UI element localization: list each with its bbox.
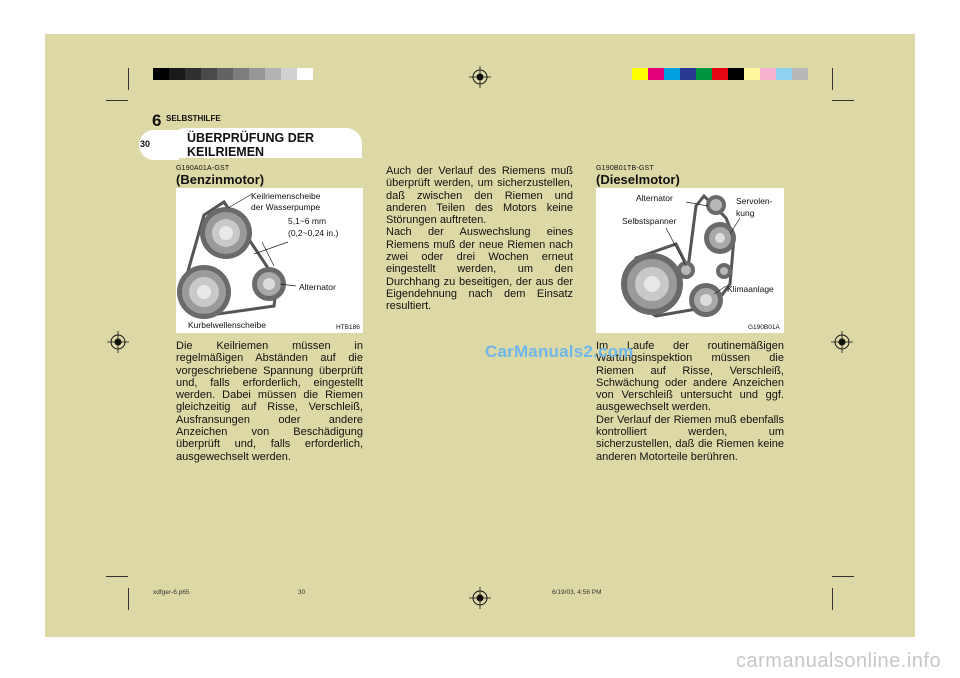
right-heading: (Dieselmotor) bbox=[596, 172, 680, 187]
crop-mark bbox=[832, 68, 833, 90]
middle-paragraph-2: Nach der Auswechslung eines Riemens muß der neue Riemen nach zwei oder drei Wochen erneut eingestellt werden, um den Durchhang zu beseitigen, der aus der Eigendehnung nach dem Einsatz resultiert. bbox=[386, 226, 573, 313]
grayscale-bar bbox=[153, 68, 313, 80]
page-background bbox=[45, 34, 915, 637]
crop-mark bbox=[106, 100, 128, 101]
color-swatch bbox=[169, 68, 185, 80]
crankshaft-pulley bbox=[177, 265, 231, 319]
color-swatch bbox=[233, 68, 249, 80]
crop-mark bbox=[832, 588, 833, 610]
color-swatch bbox=[744, 68, 760, 80]
page-number: 30 bbox=[140, 139, 151, 149]
ac-pulley bbox=[689, 283, 723, 317]
color-swatch bbox=[776, 68, 792, 80]
left-figure-code: HTB186 bbox=[336, 324, 360, 331]
registration-mark-icon bbox=[469, 66, 491, 88]
pump-label-line2: der Wasserpumpe bbox=[251, 202, 321, 212]
tensioner-label: Selbstspanner bbox=[622, 216, 677, 226]
registration-mark-icon bbox=[107, 331, 129, 353]
registration-mark-icon bbox=[469, 587, 491, 609]
section-title: ÜBERPRÜFUNG DER KEILRIEMEN bbox=[187, 131, 315, 159]
footer-file: xdfger-6.p65 bbox=[153, 589, 190, 596]
color-swatch bbox=[297, 68, 313, 80]
deflection-label-line1: 5,1~6 mm bbox=[288, 216, 327, 226]
color-swatch bbox=[696, 68, 712, 80]
crop-mark bbox=[832, 576, 854, 577]
footer-date: 6/19/03, 4:56 PM bbox=[552, 589, 602, 596]
registration-mark-icon bbox=[831, 331, 853, 353]
left-heading: (Benzinmotor) bbox=[176, 172, 265, 187]
left-section-code: G190A01A-GST bbox=[176, 165, 230, 172]
right-paragraph-1: Im Laufe der routinemäßigen Wartungsinspektion müssen die Riemen auf Risse, Verschleiß, Schwächung oder andere Anzeichen von Verschleiß untersucht und ggf. ausgewechselt werden. bbox=[596, 340, 784, 414]
right-figure-code: G190B01A bbox=[748, 324, 780, 331]
watermark: CarManuals2.com bbox=[485, 342, 634, 361]
left-body-text: Die Keilriemen müssen in regelmäßigen Abständen auf die vorgeschriebene Spannung überprüft und, falls erforderlich, eingestellt werden. Dabei müssen die Riemen gleichzeitig auf Risse, Verschleiß, Ausfransungen oder andere Anzeichen von Beschädigung überprüft und, falls erforderlich, ausgewechselt werden. bbox=[176, 340, 363, 463]
alternator-label: Alternator bbox=[299, 282, 336, 292]
idler-pulley bbox=[716, 263, 732, 279]
footer-page: 30 bbox=[298, 589, 306, 596]
color-swatch bbox=[153, 68, 169, 80]
crop-mark bbox=[128, 68, 129, 90]
color-swatch bbox=[265, 68, 281, 80]
color-swatch bbox=[632, 68, 648, 80]
color-swatch bbox=[680, 68, 696, 80]
crankshaft-label: Kurbelwellenscheibe bbox=[188, 320, 266, 330]
color-swatch bbox=[648, 68, 664, 80]
power-steering-label-line2: kung bbox=[736, 208, 755, 218]
power-steering-pulley bbox=[704, 222, 736, 254]
water-pump-pulley bbox=[200, 207, 252, 259]
pump-label-line1: Keilriemenscheibe bbox=[251, 191, 321, 201]
diesel-belt-figure bbox=[596, 188, 784, 333]
brand-watermark: carmanualsonline.info bbox=[736, 650, 942, 672]
chapter-number: 6 bbox=[152, 111, 162, 130]
color-swatch bbox=[760, 68, 776, 80]
diesel-belt-diagram bbox=[596, 188, 784, 333]
diesel-alternator-label: Alternator bbox=[636, 193, 673, 203]
color-swatch bbox=[249, 68, 265, 80]
color-swatch bbox=[185, 68, 201, 80]
right-paragraph-2: Der Verlauf der Riemen muß ebenfalls kontrolliert werden, um sicherzustellen, daß die Riemen keine anderen Motorteile berühren. bbox=[596, 413, 784, 463]
deflection-label-line2: (0,2~0,24 in.) bbox=[288, 228, 339, 238]
color-swatch bbox=[217, 68, 233, 80]
color-swatch bbox=[664, 68, 680, 80]
ac-label: Klimaanlage bbox=[727, 284, 774, 294]
power-steering-label-line1: Servolen- bbox=[736, 196, 773, 206]
chapter-title: SELBSTHILFE bbox=[166, 114, 221, 123]
color-swatch bbox=[712, 68, 728, 80]
crop-mark bbox=[106, 576, 128, 577]
color-swatch bbox=[728, 68, 744, 80]
color-bar bbox=[632, 68, 808, 80]
gasoline-belt-figure bbox=[176, 188, 363, 333]
middle-paragraph-1: Auch der Verlauf des Riemens muß überprüft werden, um sicherzustellen, daß zwischen den Riemen und anderen Teilen des Motors keine Störungen auftreten. bbox=[386, 165, 573, 227]
color-swatch bbox=[201, 68, 217, 80]
alternator-pulley-diesel bbox=[706, 195, 726, 215]
color-swatch bbox=[281, 68, 297, 80]
middle-body-text bbox=[386, 165, 573, 313]
color-swatch bbox=[792, 68, 808, 80]
crank-pulley-diesel bbox=[621, 253, 683, 315]
crop-mark bbox=[128, 588, 129, 610]
right-section-code: G190B01TB-GST bbox=[596, 165, 654, 172]
tensioner-pulley bbox=[677, 261, 695, 279]
crop-mark bbox=[832, 100, 854, 101]
